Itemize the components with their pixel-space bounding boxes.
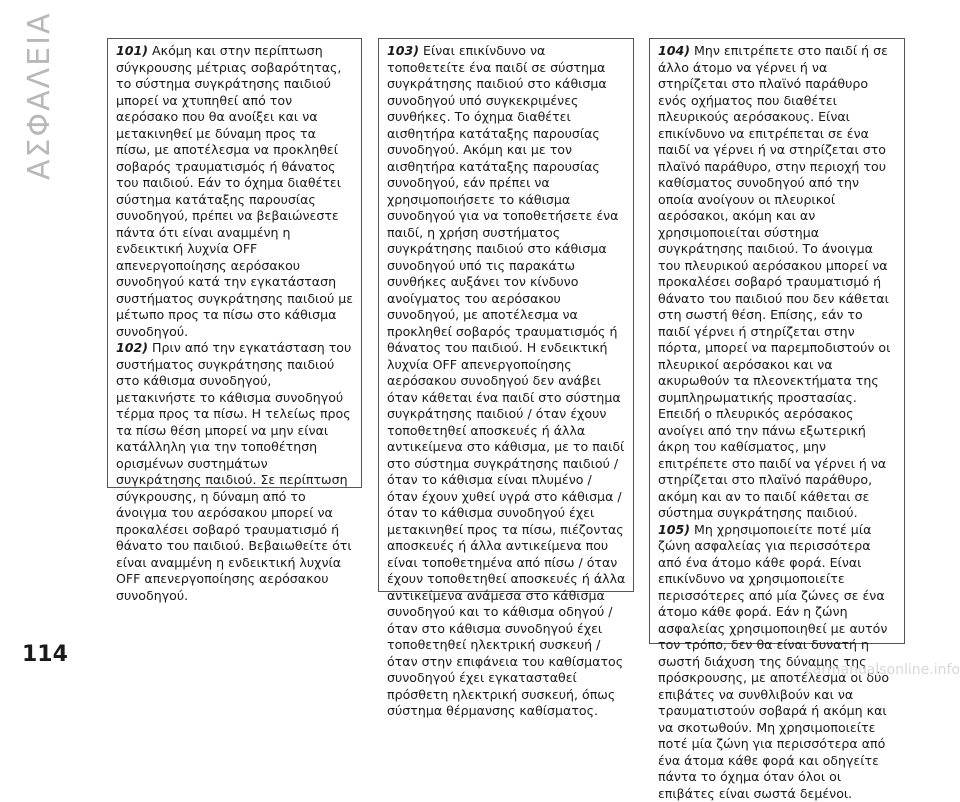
page-number: 114 bbox=[22, 642, 68, 667]
note-ref-104: 104) bbox=[658, 43, 690, 58]
note-ref-105: 105) bbox=[658, 522, 690, 537]
note-text-103: Είναι επικίνδυνο να τοποθετείτε ένα παιδί σε σύστημα συγκράτησης παιδιού στο κάθισμα συνοδηγού υπό συγκεκριμένες συνθήκες. Το όχημα διαθέτει αισθητήρα κατάταξης παρουσίας συνοδηγού. Ακόμη και με τον αισθητήρα κατάταξης παρουσίας συνοδηγού, εάν πρέπει να χρησιμοποιήσετε το κάθισμα συνοδηγού για να τοποθετήσετε ένα παιδί, η χρήση συστήματος συγκράτησης παιδιού στο κάθισμα συνοδηγού υπό τις παρακάτω συνθήκες αυξάνει τον κίνδυνο ανοίγματος του αερόσακου συνοδηγού, με αποτέλεσμα να προκληθεί σοβαρός τραυματισμός ή θάνατος του παιδιού. Η ενδεικτική λυχνία OFF απενεργοποίησης αερόσακου συνοδηγού δεν ανάβει όταν κάθεται ένα παιδί στο σύστημα συγκράτησης παιδιού / όταν έχουν τοποθετηθεί αποσκευές ή άλλα αντικείμενα στο κάθισμα, με το παιδί στο σύστημα συγκράτησης παιδιού / όταν το κάθισμα είναι πλυμένο / όταν έχουν χυθεί υγρά στο κάθισμα / όταν το κάθισμα συνοδηγού έχει μετακινηθεί προς τα πίσω, πιέζοντας αποσκευές ή άλλα αντικείμενα που είναι τοποθετημένα από πίσω / όταν έχουν τοποθετηθεί αποσκευές ή άλλα αντικείμενα ανάμεσα στο κάθισμα συνοδηγού και το κάθισμα οδηγού / όταν στο κάθισμα συνοδηγού έχει τοποθετηθεί ηλεκτρική συσκευή / όταν στην επιφάνεια του καθίσματος συνοδηγού έχει εγκατασταθεί πρόσθετη ηλεκτρική συσκευή, όπως σύστημα θέρμανσης καθίσματος. bbox=[387, 43, 625, 718]
section-label: ΑΣΦΑΛΕΙΑ bbox=[22, 12, 57, 180]
note-ref-102: 102) bbox=[116, 340, 148, 355]
note-ref-103: 103) bbox=[387, 43, 419, 58]
warning-note-102 bbox=[116, 340, 354, 604]
warning-note-104 bbox=[658, 43, 897, 522]
note-text-102: Πριν από την εγκατάσταση του συστήματος συγκράτησης παιδιού στο κάθισμα συνοδηγού, μετακινήστε το κάθισμα συνοδηγού τέρμα προς τα πίσω. Η τελείως προς τα πίσω θέση μπορεί να μην είναι κατάλληλη για την τοποθέτηση ορισμένων συστημάτων συγκράτησης παιδιού. Σε περίπτωση σύγκρουσης, η δύναμη από το άνοιγμα του αερόσακου μπορεί να προκαλέσει σοβαρό τραυματισμό ή θάνατο του παιδιού. Βεβαιωθείτε ότι είναι αναμμένη η ενδεικτική λυχνία OFF απενεργοποίησης αερόσακου συνοδηγού. bbox=[116, 340, 352, 603]
warning-column-3 bbox=[649, 38, 905, 644]
note-text-105: Μη χρησιμοποιείτε ποτέ μία ζώνη ασφαλείας για περισσότερα από ένα άτομο κάθε φορά. Είναι επικίνδυνο να χρησιμοποιείτε περισσότερες από μία ζώνες σε ένα άτομο κάθε φορά. Εάν η ζώνη ασφαλείας χρησιμοποιηθεί με αυτόν τον τρόπο, δεν θα είναι δυνατή η σωστή διάχυση της δύναμης της πρόσκρουσης, με αποτέλεσμα οι δύο επιβάτες να συνθλιβούν και να τραυματιστούν σοβαρά ή ακόμη και να σκοτωθούν. Μη χρησιμοποιείτε ποτέ μία ζώνη για περισσότερα από ένα άτομα κάθε φορά και οδηγείτε πάντα το όχημα όταν όλοι οι επιβάτες είναι σωστά δεμένοι. bbox=[658, 522, 889, 801]
warning-note-101 bbox=[116, 43, 354, 340]
watermark: carmanualsonline.info bbox=[805, 662, 960, 678]
note-text-101: Ακόμη και στην περίπτωση σύγκρουσης μέτριας σοβαρότητας, το σύστημα συγκράτησης παιδιού μπορεί να χτυπηθεί από τον αερόσακο που θα ανοίξει και να μετακινηθεί με δύναμη προς τα πίσω, με αποτέλεσμα να προκληθεί σοβαρός τραυματισμός ή θάνατος του παιδιού. Εάν το όχημα διαθέτει σύστημα κατάταξης παρουσίας συνοδηγού, πρέπει να βεβαιώνεστε πάντα ότι είναι αναμμένη η ενδεικτική λυχνία OFF απενεργοποίησης αερόσακου συνοδηγού κατά την εγκατάσταση συστήματος συγκράτησης παιδιού με μέτωπο προς τα πίσω στο κάθισμα συνοδηγού. bbox=[116, 43, 353, 339]
warning-column-2 bbox=[378, 38, 634, 592]
note-text-104: Μην επιτρέπετε στο παιδί ή σε άλλο άτομο να γέρνει ή να στηρίζεται στο πλαϊνό παράθυρο ενός οχήματος που διαθέτει πλευρικούς αερόσακους. Είναι επικίνδυνο να επιτρέπεται σε ένα παιδί να γέρνει ή να στηρίζεται στο πλαϊνό παράθυρο, στην περιοχή του καθίσματος συνοδηγού από την οποία ανοίγουν οι πλευρικοί αερόσακοι, ακόμη και αν χρησιμοποιείται σύστημα συγκράτησης παιδιού. Το άνοιγμα του πλευρικού αερόσακου μπορεί να προκαλέσει σοβαρό τραυματισμό ή θάνατο του παιδιού που δεν κάθεται στη σωστή θέση. Επίσης, εάν το παιδί γέρνει ή στηρίζεται στην πόρτα, μπορεί να παρεμποδιστούν οι πλευρικοί αερόσακοι και να ακυρωθούν τα πλεονεκτήματα της συμπληρωματικής προστασίας. Επειδή ο πλευρικός αερόσακος ανοίγει από την πάνω εξωτερική άκρη του καθίσματος, μην επιτρέπετε στο παιδί να γέρνει ή να στηρίζεται στο πλαϊνό παράθυρο, ακόμη και αν το παιδί κάθεται σε σύστημα συγκράτησης παιδιού. bbox=[658, 43, 890, 520]
warning-note-103 bbox=[387, 43, 626, 720]
note-ref-101: 101) bbox=[116, 43, 148, 58]
warning-column-1 bbox=[107, 38, 362, 488]
